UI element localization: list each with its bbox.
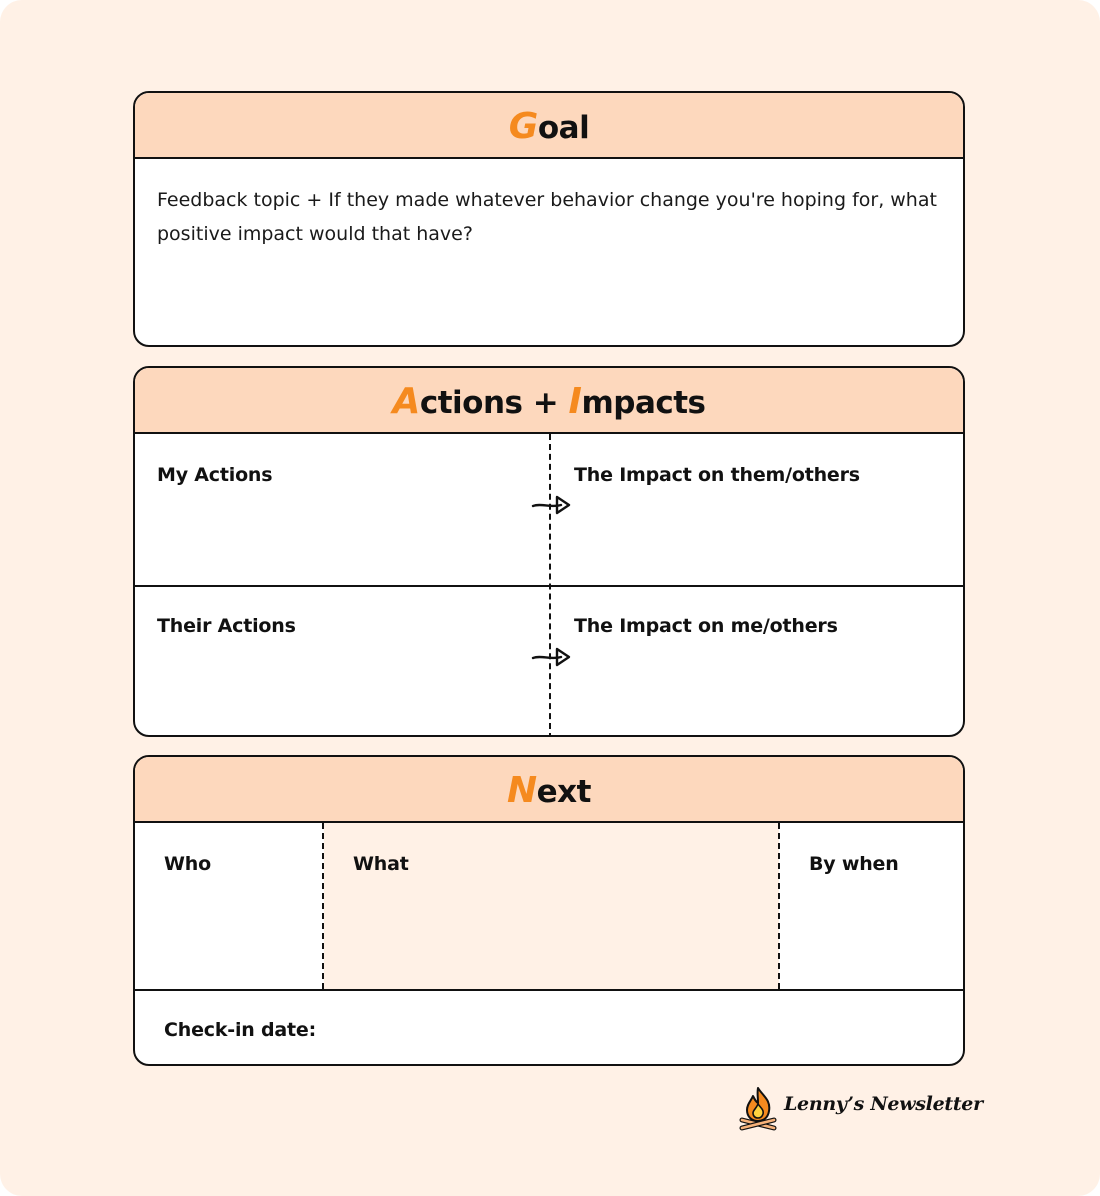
actions-impacts-title xyxy=(135,368,963,434)
what-column-background xyxy=(324,823,779,989)
actions-title-accent: A xyxy=(392,381,420,422)
goal-header xyxy=(135,93,963,159)
next-title xyxy=(135,757,963,823)
goal-title xyxy=(135,93,963,159)
impacts-title-accent: I xyxy=(568,381,582,422)
by-when-label: By when xyxy=(809,853,899,875)
goal-card xyxy=(133,91,965,347)
brand-name: Lenny’s Newsletter xyxy=(784,1093,983,1115)
who-label: Who xyxy=(164,853,211,875)
next-header xyxy=(135,757,963,823)
goal-title-accent: G xyxy=(508,106,538,147)
what-bywhen-divider xyxy=(778,823,780,989)
arrow-right-icon xyxy=(531,494,573,518)
impact-me-label: The Impact on me/others xyxy=(574,615,838,637)
next-row-divider xyxy=(135,989,963,991)
actions-impacts-card xyxy=(133,366,965,737)
who-what-divider xyxy=(322,823,324,989)
next-card xyxy=(133,755,965,1066)
impacts-title-rest: mpacts xyxy=(581,385,706,421)
actions-row-divider xyxy=(135,585,963,587)
goal-description: Feedback topic + If they made whatever behavior change you're hoping for, what positive impact would that have? xyxy=(157,189,937,245)
next-title-accent: N xyxy=(507,770,537,811)
campfire-icon xyxy=(738,1084,778,1132)
goal-title-rest: oal xyxy=(537,110,590,146)
next-title-rest: ext xyxy=(536,774,591,810)
what-label: What xyxy=(353,853,409,875)
my-actions-label: My Actions xyxy=(157,464,273,486)
actions-title-rest: ctions + xyxy=(419,385,569,421)
arrow-right-icon xyxy=(531,646,573,670)
actions-impacts-header xyxy=(135,368,963,434)
their-actions-label: Their Actions xyxy=(157,615,296,637)
checkin-date-label: Check-in date: xyxy=(164,1019,316,1041)
impact-them-label: The Impact on them/others xyxy=(574,464,860,486)
